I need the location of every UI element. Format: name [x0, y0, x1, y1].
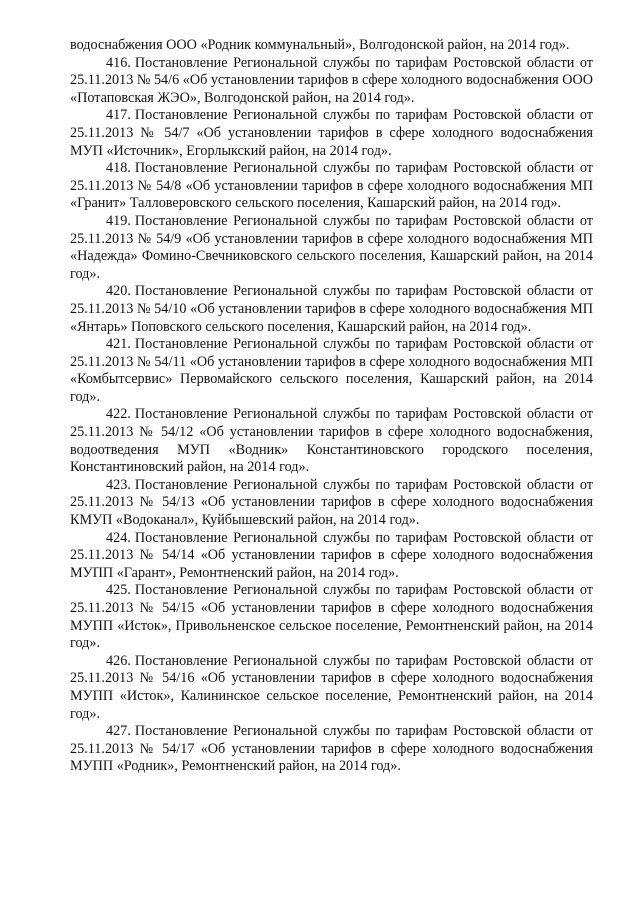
paragraph-number: 421. — [106, 336, 131, 353]
paragraph-423 — [70, 477, 593, 530]
paragraph-417 — [70, 107, 593, 160]
paragraph-number: 418. — [106, 160, 131, 177]
paragraph-number: 424. — [106, 529, 131, 546]
paragraph-418 — [70, 160, 593, 213]
paragraph-text: Постановление Региональной службы по тарифам Ростовской области от 25.11.2013 № 54/9 «Об установлении тарифов в сфере холодного водоснабжения МП «Надежда» Фомино-Свечниковского сельского поселения, Кашарский район, на 2014 год». — [70, 212, 593, 282]
paragraph-416 — [70, 55, 593, 108]
paragraph-425 — [70, 582, 593, 652]
paragraph-text: Постановление Региональной службы по тарифам Ростовской области от 25.11.2013 № 54/12 «Об установлении тарифов в сфере холодного водоснабжения, водоотведения МУП «Водник» Константиновского городского поселения, Константиновский район, на 2014 год». — [70, 406, 593, 476]
document-page — [70, 37, 593, 776]
paragraph-number: 425. — [106, 582, 131, 599]
paragraph-number: 427. — [106, 723, 131, 740]
paragraph-422 — [70, 406, 593, 476]
paragraph-text: водоснабжения ООО «Родник коммунальный», Волгодонской район, на 2014 год». — [70, 37, 570, 53]
paragraph-text: Постановление Региональной службы по тарифам Ростовской области от 25.11.2013 № 54/17 «Об установлении тарифов в сфере холодного водоснабжения МУПП «Родник», Ремонтненский район, на 2014 год». — [70, 723, 593, 775]
paragraph-number: 422. — [106, 406, 131, 423]
paragraph-text: Постановление Региональной службы по тарифам Ростовской области от 25.11.2013 № 54/16 «Об установлении тарифов в сфере холодного водоснабжения МУПП «Исток», Калининское сельское поселение, Ремонтненский район, на 2014 год». — [70, 652, 593, 722]
paragraph-text: Постановление Региональной службы по тарифам Ростовской области от 25.11.2013 № 54/6 «Об установлении тарифов в сфере холодного водоснабжения ООО «Потаповская ЖЭО», Волгодонской район, на 2014 год». — [70, 54, 593, 106]
paragraph-number: 416. — [106, 54, 131, 71]
paragraph-427 — [70, 723, 593, 776]
paragraph-419 — [70, 213, 593, 283]
paragraph-text: Постановление Региональной службы по тарифам Ростовской области от 25.11.2013 № 54/15 «Об установлении тарифов в сфере холодного водоснабжения МУПП «Исток», Привольненское сельское поселение, Ремонтненский район, на 2014 год». — [70, 582, 593, 652]
paragraph-number: 420. — [106, 283, 131, 300]
paragraph-420 — [70, 283, 593, 336]
paragraph-number: 417. — [106, 107, 131, 124]
paragraph-424 — [70, 530, 593, 583]
paragraph-426 — [70, 653, 593, 723]
paragraph-text: Постановление Региональной службы по тарифам Ростовской области от 25.11.2013 № 54/8 «Об установлении тарифов в сфере холодного водоснабжения МП «Гранит» Талловеровского сельского поселения, Кашарский район, на 2014 год». — [70, 160, 593, 212]
paragraph-number: 423. — [106, 476, 131, 493]
paragraph-number: 419. — [106, 212, 131, 229]
paragraph-text: Постановление Региональной службы по тарифам Ростовской области от 25.11.2013 № 54/7 «Об установлении тарифов в сфере холодного водоснабжения МУП «Источник», Егорлыкский район, на 2014 год». — [70, 107, 593, 159]
paragraph-number: 426. — [106, 652, 131, 669]
paragraph-421 — [70, 336, 593, 406]
paragraph-text: Постановление Региональной службы по тарифам Ростовской области от 25.11.2013 № 54/11 «Об установлении тарифов в сфере холодного водоснабжения МП «Комбытсервис» Первомайского сельского поселения, Кашарский район, на 2014 год». — [70, 336, 593, 405]
paragraph-text: Постановление Региональной службы по тарифам Ростовской области от 25.11.2013 № 54/14 «Об установлении тарифов в сфере холодного водоснабжения МУПП «Гарант», Ремонтненский район, на 2014 год». — [70, 529, 593, 581]
paragraph-text: Постановление Региональной службы по тарифам Ростовской области от 25.11.2013 № 54/13 «Об установлении тарифов в сфере холодного водоснабжения КМУП «Водоканал», Куйбышевский район, на 2014 год». — [70, 476, 593, 529]
paragraph-continuation — [70, 37, 593, 55]
paragraph-text: Постановление Региональной службы по тарифам Ростовской области от 25.11.2013 № 54/10 «Об установлении тарифов в сфере холодного водоснабжения МП «Янтарь» Поповского сельского поселения, Кашарский район, на 2014 год». — [70, 283, 593, 335]
